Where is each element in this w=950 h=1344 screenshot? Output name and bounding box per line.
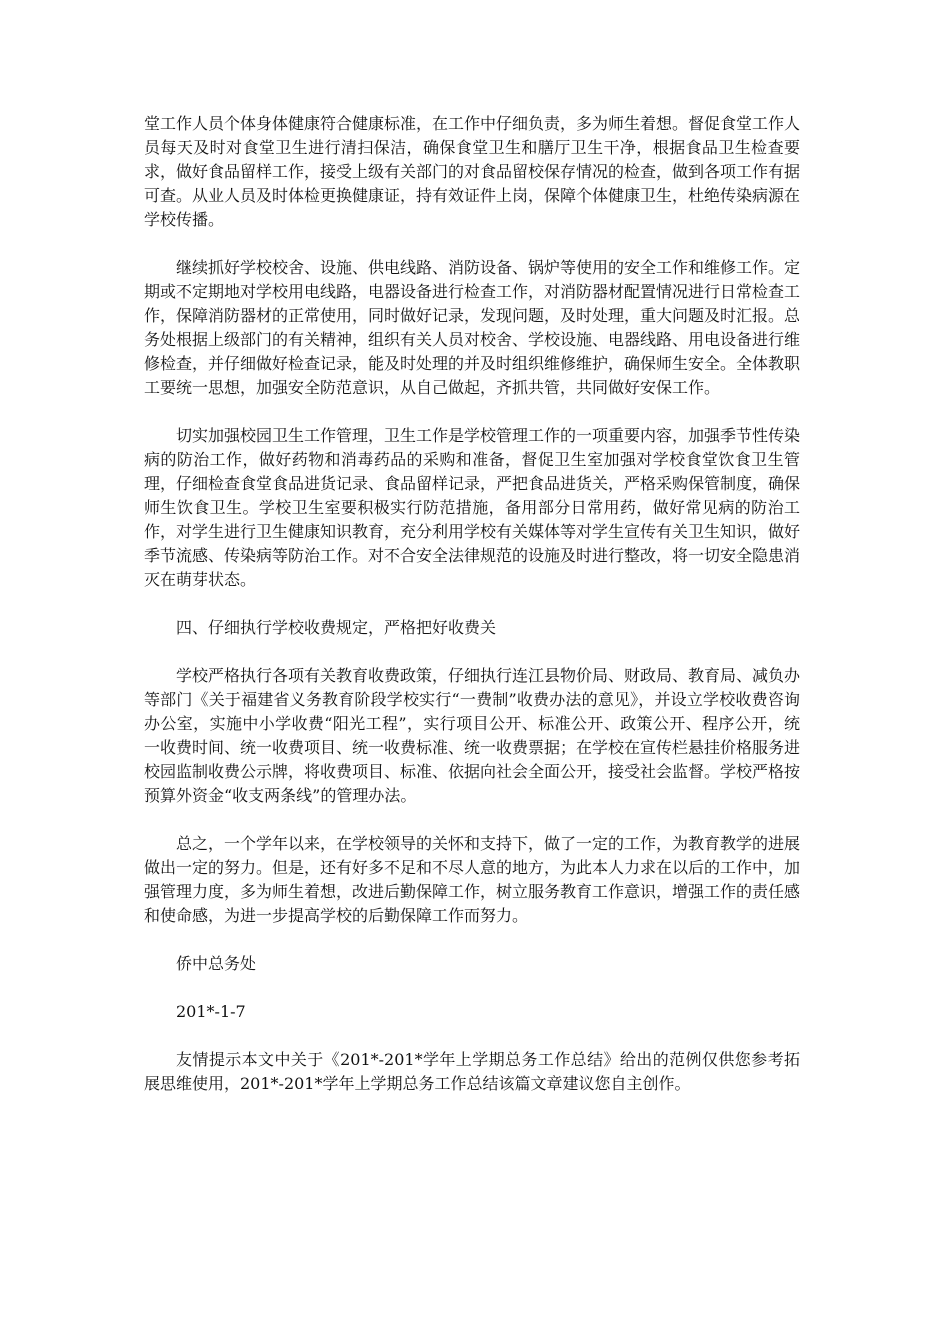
footer-notice: 友情提示本文中关于《201*-201*学年上学期总务工作总结》给出的范例仅供您参考拓展思维使用，201*-201*学年上学期总务工作总结该篇文章建议您自主创作。 xyxy=(144,1050,800,1093)
document-page xyxy=(144,112,800,1096)
paragraph-campus-health: 切实加强校园卫生工作管理，卫生工作是学校管理工作的一项重要内容，加强季节性传染病的防治工作，做好药物和消毒药品的采购和准备，督促卫生室加强对学校食堂饮食卫生管理，仔细检查食堂食品进货记录、食品留样记录，严把食品进货关，严格采购保管制度，确保师生饮食卫生。学校卫生室要积极实行防范措施，备用部分日常用药，做好常见病的防治工作，对学生进行卫生健康知识教育，充分利用学校有关媒体等对学生宣传有关卫生知识，做好季节流感、传染病等防治工作。对不合安全法律规范的设施及时进行整改，将一切安全隐患消灭在萌芽状态。 xyxy=(144,426,801,589)
paragraph-summary: 总之，一个学年以来，在学校领导的关怀和支持下，做了一定的工作，为教育教学的进展做出一定的努力。但是，还有好多不足和不尽人意的地方，为此本人力求在以后的工作中，加强管理力度，多为师生着想，改进后勤保障工作，树立服务教育工作意识，增强工作的责任感和使命感，为进一步提高学校的后勤保障工作而努力。 xyxy=(144,834,801,925)
signature-date: 201*-1-7 xyxy=(176,1002,246,1021)
paragraph-facility-safety: 继续抓好学校校舍、设施、供电线路、消防设备、锅炉等使用的安全工作和维修工作。定期或不定期地对学校用电线路，电器设备进行检查工作，对消防器材配置情况进行日常检查工作，保障消防器材的正常使用，同时做好记录，发现问题，及时处理，重大问题及时汇报。总务处根据上级部门的有关精神，组织有关人员对校舍、学校设施、电器线路、用电设备进行维修检查，并仔细做好检查记录，能及时处理的并及时组织维修维护，确保师生安全。全体教职工要统一思想，加强安全防范意识，从自己做起，齐抓共管，共同做好安保工作。 xyxy=(144,258,801,397)
section-heading-fees: 四、仔细执行学校收费规定，严格把好收费关 xyxy=(176,618,497,637)
signature-department: 侨中总务处 xyxy=(176,954,257,973)
paragraph-canteen-hygiene: 堂工作人员个体身体健康符合健康标准，在工作中仔细负责，多为师生着想。督促食堂工作人员每天及时对食堂卫生进行清扫保洁，确保食堂卫生和膳厅卫生干净，根据食品卫生检查要求，做好食品留样工作，接受上级有关部门的对食品留校保存情况的检查，做到各项工作有据可查。从业人员及时体检更换健康证，持有效证件上岗，保障个体健康卫生，杜绝传染病源在学校传播。 xyxy=(144,114,801,229)
paragraph-fee-policy: 学校严格执行各项有关教育收费政策，仔细执行连江县物价局、财政局、教育局、减负办等部门《关于福建省义务教育阶段学校实行“一费制”收费办法的意见》，并设立学校收费咨询办公室，实施中小学收费“阳光工程”，实行项目公开、标准公开、政策公开、程序公开，统一收费时间、统一收费项目、统一收费标准、统一收费票据；在学校在宣传栏悬挂价格服务进校园监制收费公示牌，将收费项目、标准、依据向社会全面公开，接受社会监督。学校严格按预算外资金“收支两条线”的管理办法。 xyxy=(144,666,801,805)
